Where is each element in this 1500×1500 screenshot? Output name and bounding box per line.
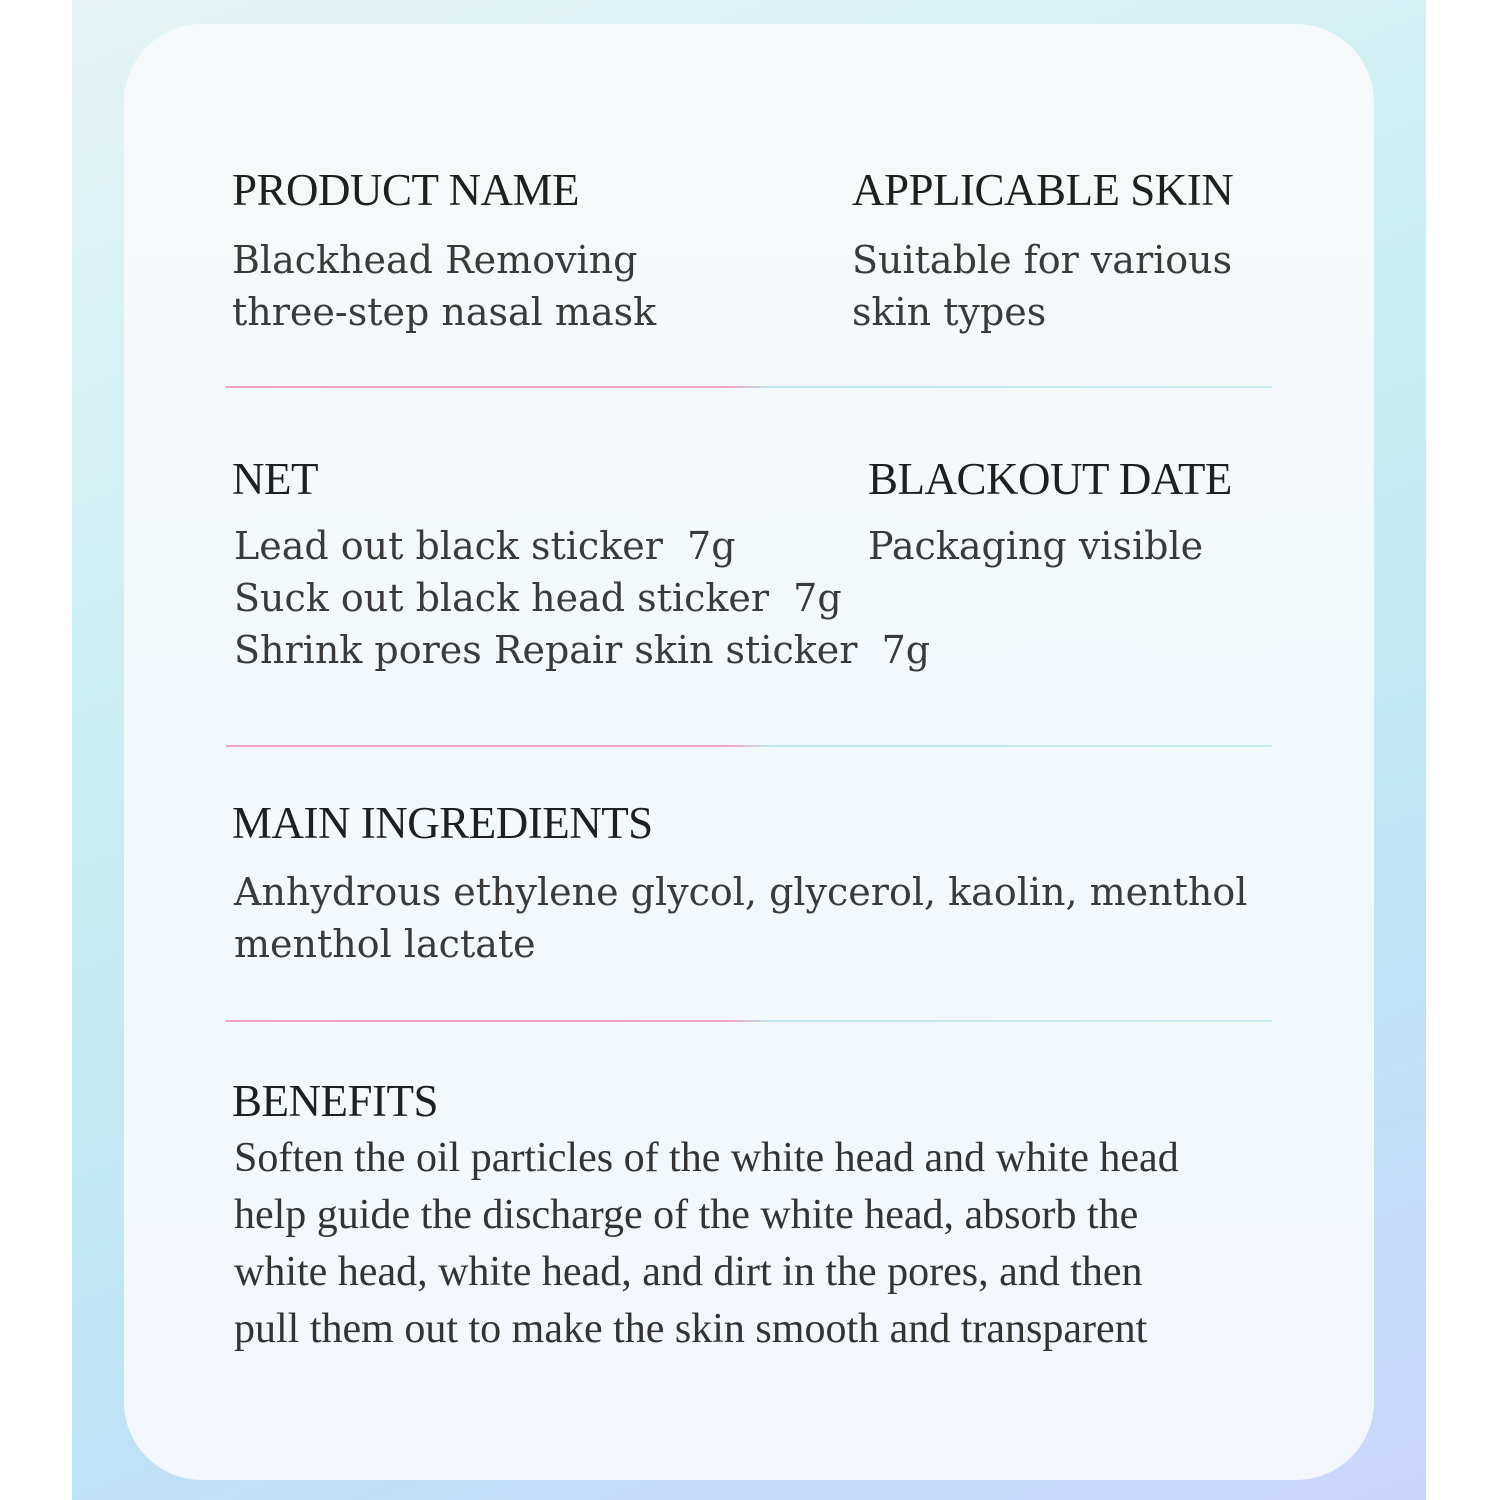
benefits-text: Soften the oil particles of the white head and white head help guide the discharge of the white head, absorb the white head, white head, and dirt in the pores, and then pull them out to make the skin smooth and transparent	[234, 1135, 1179, 1352]
net-item: Shrink pores Repair skin sticker 7g	[234, 628, 931, 672]
divider	[226, 745, 1272, 747]
blackout-date-text: Packaging visible	[868, 524, 1204, 568]
main-ingredients-text: Anhydrous ethylene glycol, glycerol, kaolin, menthol menthol lactate	[234, 870, 1248, 966]
net-heading: NET	[232, 454, 318, 504]
benefits-heading: BENEFITS	[232, 1076, 439, 1126]
product-name-heading: PRODUCT NAME	[232, 165, 579, 215]
net-item: Lead out black sticker 7g	[234, 524, 736, 568]
product-name-text: Blackhead Removing three-step nasal mask	[232, 238, 657, 334]
main-ingredients-heading: MAIN INGREDIENTS	[232, 798, 653, 848]
divider	[226, 1020, 1272, 1022]
applicable-skin-heading: APPLICABLE SKIN	[852, 165, 1234, 215]
blackout-date-heading: BLACKOUT DATE	[868, 454, 1232, 504]
applicable-skin-text: Suitable for various skin types	[852, 238, 1233, 334]
divider	[226, 386, 1272, 388]
net-item: Suck out black head sticker 7g	[234, 576, 842, 620]
